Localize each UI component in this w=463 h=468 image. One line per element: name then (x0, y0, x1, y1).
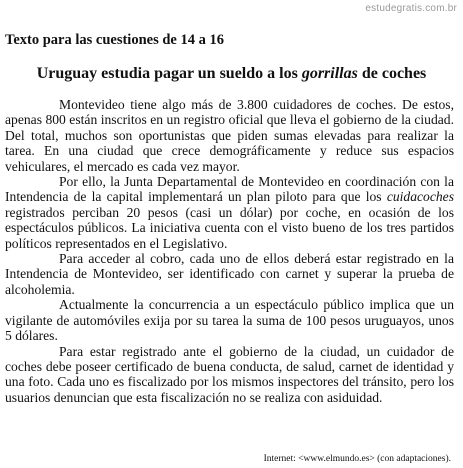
paragraph-2 (5, 174, 454, 251)
article-body (5, 97, 454, 405)
paragraph-3: Para acceder al cobro, cada uno de ellos deberá estar registrado en la Intendencia de Montevideo, ser identificado con carnet y superar la prueba de alcoholemia. (5, 251, 454, 297)
paragraph-2-end: registrados perciban 20 pesos (casi un dólar) por coche, en ocasión de los espectáculos públicos. La iniciativa cuenta con el visto bueno de los tres partidos políticos representados en el Legislativo. (5, 204, 454, 251)
article-title-italic: gorrillas (301, 65, 358, 82)
article-title-start: Uruguay estudia pagar un sueldo a los (36, 65, 302, 82)
section-heading: Texto para las cuestiones de 14 a 16 (5, 32, 224, 48)
article-title (0, 65, 463, 83)
paragraph-4: Actualmente la concurrencia a un espectáculo público implica que un vigilante de automóviles exija por su tarea la suma de 100 pesos uruguayos, unos 5 dólares. (5, 297, 454, 344)
site-watermark: estudegratis.com.br (365, 3, 457, 14)
paragraph-5: Para estar registrado ante el gobierno de la ciudad, un cuidador de coches debe poseer certificado de buena conducta, de salud, carnet de identidad y una foto. Cada uno es fiscalizado por los mismos inspectores del tránsito, pero los usuarios denuncian que esta fiscalización no se realiza con asiduidad. (5, 343, 454, 405)
paragraph-1: Montevideo tiene algo más de 3.800 cuidadores de coches. De estos, apenas 800 están inscritos en un registro oficial que lleva el gobierno de la ciudad. Del total, muchos son oportunistas que piden sumas elevadas para realizar la tarea. En una ciudad que crece demográficamente y reduce sus espacios vehiculares, el mercado es cada vez mayor. (5, 97, 454, 174)
article-title-end: de coches (357, 65, 427, 82)
paragraph-2-start: Por ello, la Junta Departamental de Montevideo en coordinación con la Intendencia de la capital implementará un plan piloto para que los (5, 174, 454, 205)
paragraph-2-italic: cuidacoches (386, 189, 454, 205)
source-citation: Internet: <www.elmundo.es> (con adaptaciones). (263, 454, 451, 464)
